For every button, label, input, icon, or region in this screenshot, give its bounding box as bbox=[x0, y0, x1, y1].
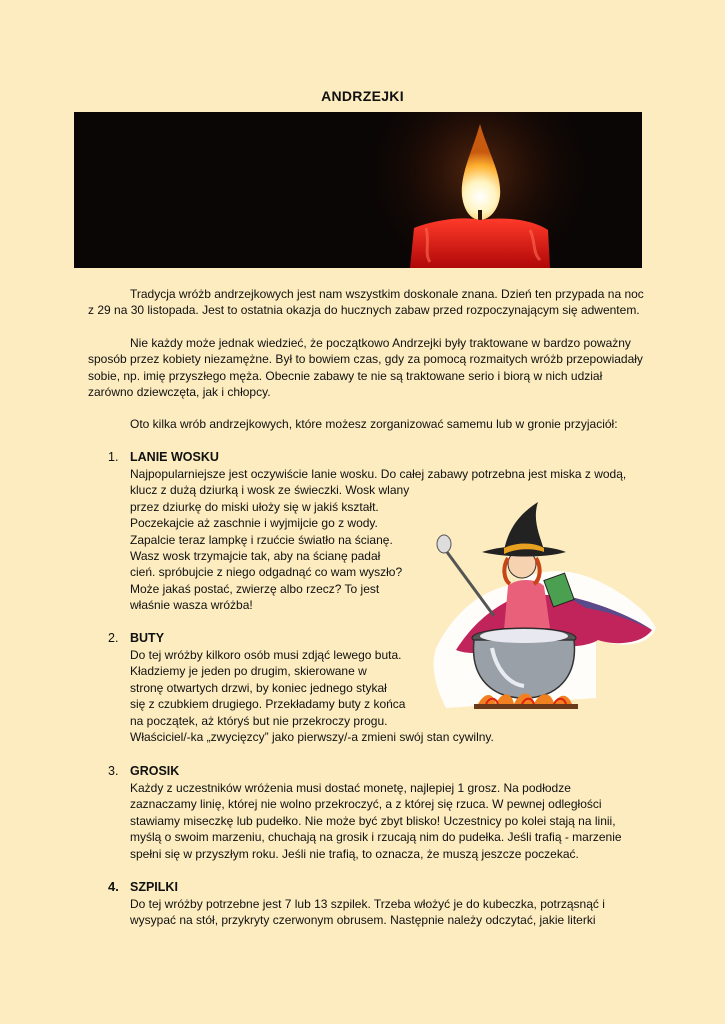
text-line: Do tej wróżby kilkoro osób musi zdjąć lewego buta. bbox=[130, 648, 402, 662]
text-line: przez dziurkę do miski ułoży się w jakiś kształt. bbox=[130, 499, 379, 514]
text-line: Najpopularniejsze jest oczywiście lanie wosku. Do całej zabawy potrzebna jest miska z wodą, bbox=[130, 467, 627, 481]
section-number: 1. bbox=[108, 450, 119, 464]
text-line: Może jakaś postać, zwierzę albo rzecz? To jest bbox=[130, 581, 380, 596]
text-line: cień. spróbujcie z niego odgadnąć co wam wyszło? bbox=[130, 565, 403, 580]
section-title: SZPILKI bbox=[130, 880, 178, 894]
text-line: Do tej wróżby potrzebne jest 7 lub 13 szpilek. Trzeba włożyć je do kubeczka, potrząsnąć i bbox=[130, 897, 605, 911]
section-heading-szpilki bbox=[108, 879, 178, 895]
text-line: Właściciel/-ka „zwycięzcy” jako pierwszy/-a zmieni swój stan cywilny. bbox=[130, 730, 494, 745]
text-line: się z czubkiem drugiego. Przekładamy buty z końca bbox=[130, 697, 406, 712]
section-title: BUTY bbox=[130, 631, 165, 645]
text-line: myślą o swoim marzeniu, chuchają na grosik i rzucają nim do pudełka. Jeśli trafią - marzenie bbox=[130, 830, 622, 845]
text-line: Zapalcie teraz lampkę i rzućcie światło na ścianę. bbox=[130, 532, 393, 547]
section-title: GROSIK bbox=[130, 764, 180, 778]
intro-paragraph-1: Tradycja wróżb andrzejkowych jest nam wszystkim doskonale znana. Dzień ten przypada na noc z 29 na 30 listopada. Jest to ostatnia okazja do hucznych zabaw przed rozpoczynającym się adwentem. bbox=[88, 287, 644, 318]
text-line: Poczekajcie aż zaschnie i wyjmijcie go z wody. bbox=[130, 516, 378, 531]
section-title: LANIE WOSKU bbox=[130, 450, 219, 464]
candle-photo bbox=[74, 112, 642, 268]
text-line: spełni się w przyszłym roku. Jeśli nie trafią, to oznacza, że muszą jeszcze poczekać. bbox=[130, 846, 579, 861]
text-line: na początek, aż któryś but nie przekroczy progu. bbox=[130, 713, 388, 728]
witch-illustration bbox=[416, 498, 662, 716]
section-heading-lanie-wosku bbox=[108, 449, 219, 465]
section-number: 3. bbox=[108, 764, 119, 778]
section-heading-buty bbox=[108, 630, 164, 646]
text-line: stronę otwartych drzwi, by koniec jednego stykał bbox=[130, 680, 387, 695]
section-body-szpilki bbox=[130, 896, 605, 929]
text-line: klucz z dużą dziurką i wosk ze świeczki. Wosk wlany bbox=[130, 483, 410, 498]
text-line: Kładziemy je jeden po drugim, skierowane w bbox=[130, 664, 367, 679]
section-body-grosik bbox=[130, 780, 622, 862]
text-line: Każdy z uczestników wróżenia musi dostać monetę, najlepiej 1 grosz. Na podłodze bbox=[130, 781, 571, 795]
text-line: stawiamy miseczkę lub pudełko. Nie może być zbyt blisko! Uczestnicy po kolei stają na linii, bbox=[130, 813, 616, 828]
text-line: zaznaczamy linię, której nie wolno przekroczyć, a z której się rzuca. W pewnej odległości bbox=[130, 797, 602, 812]
text-line: właśnie wasza wróżba! bbox=[130, 598, 253, 613]
section-heading-grosik bbox=[108, 763, 179, 779]
text-line: Wasz wosk trzymajcie tak, aby na ścianę padał bbox=[130, 549, 381, 564]
section-number: 2. bbox=[108, 631, 119, 645]
text-line: wysypać na stół, przykryty czerwonym obrusem. Następnie należy odczytać, jakie literki bbox=[130, 913, 596, 928]
intro-paragraph-2: Nie każdy może jednak wiedzieć, że początkowo Andrzejki były traktowane w bardzo poważny sposób przez kobiety niezamężne. Był to bowiem czas, gdy za pomocą rozmaitych wróżb przepowiadały sobie, np. imię przyszłego męża. Obecnie zabawy te nie są traktowane serio i biorą w nich udział zarówno dziewczęta, jak i chłopcy. bbox=[88, 336, 643, 400]
intro-paragraph-3: Oto kilka wrób andrzejkowych, które możesz zorganizować samemu lub w gronie przyjaciół: bbox=[130, 417, 618, 431]
section-number: 4. bbox=[108, 879, 119, 894]
page-title: ANDRZEJKI bbox=[321, 88, 404, 104]
